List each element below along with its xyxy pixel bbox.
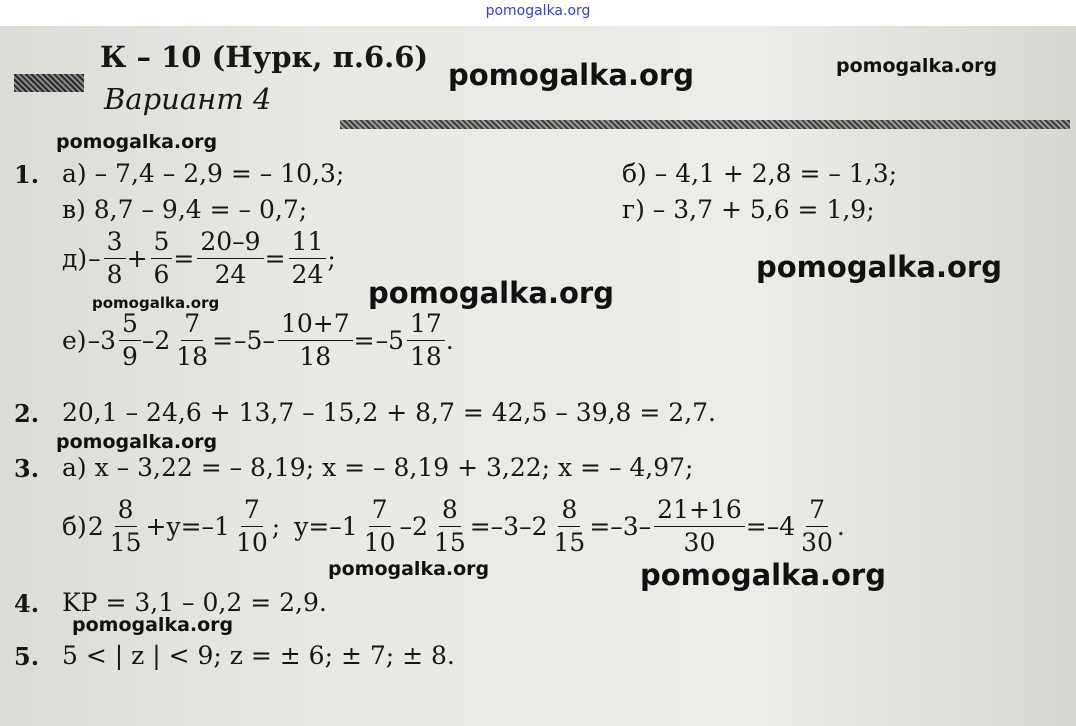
site-link[interactable]: pomogalka.org [485,3,591,19]
watermark: pomogalka.org [72,614,234,636]
problem-1g: г) – 3,7 + 5,6 = 1,9; [622,195,875,224]
whole-part: –2 [399,511,428,541]
watermark: pomogalka.org [640,558,886,592]
fraction [173,310,211,370]
fraction [407,310,445,370]
numerator: 7 [369,496,391,527]
numerator: 8 [558,496,580,527]
textbook-page [0,26,1076,726]
fraction [798,496,836,556]
watermark: pomogalka.org [756,250,1002,284]
fraction [431,496,469,556]
whole-part: 2 [87,511,104,541]
page-title: К – 10 (Нурк, п.6.6) [100,40,429,74]
problem-4-number: 4. [14,589,40,618]
numerator: 3 [104,228,126,259]
problem-2-equation: 20,1 – 24,6 + 13,7 – 15,2 + 8,7 = 42,5 – 39,8 = 2,7. [62,398,716,427]
denominator: 30 [683,527,716,557]
problem-1e-label: е) [62,325,87,355]
problem-5-number: 5. [14,642,40,671]
denominator: 24 [214,259,247,289]
terminator: . [836,511,845,541]
fraction [151,228,173,288]
expression-part: =–4 [745,511,796,541]
numerator: 8 [439,496,461,527]
denominator: 15 [553,527,586,557]
fraction [197,228,263,288]
numerator: 10+7 [278,310,353,341]
denominator: 15 [109,527,142,557]
fraction [551,496,589,556]
fraction [119,310,141,370]
fraction [289,228,327,288]
watermark: pomogalka.org [836,55,998,77]
denominator: 30 [801,527,833,557]
problem-1e [62,310,455,370]
denominator: 9 [121,341,138,371]
watermark: pomogalka.org [368,276,614,310]
numerator: 11 [289,228,327,259]
header-rule [340,120,1070,129]
watermark: pomogalka.org [92,294,220,312]
equals: = [264,243,286,273]
denominator: 24 [291,259,324,289]
denominator: 6 [153,259,170,289]
numerator: 5 [119,310,141,341]
watermark: pomogalka.org [328,558,490,580]
denominator: 10 [235,527,268,557]
problem-5-equation: 5 < | z | < 9; z = ± 6; ± 7; ± 8. [62,641,455,670]
expression-part: +y=–1 [145,511,230,541]
fraction [233,496,271,556]
terminator: . [445,325,454,355]
problem-1d-label: д) [62,243,88,273]
terminator: ; [327,243,336,273]
problem-3b-label: б) [62,511,87,541]
equals: = [173,243,195,273]
fraction [654,496,745,556]
denominator: 18 [176,341,209,371]
problem-1-number: 1. [14,160,40,189]
fraction [104,228,126,288]
fraction [278,310,353,370]
equals: = [212,325,234,355]
problem-1d [62,228,337,288]
watermark: pomogalka.org [56,431,218,453]
watermark: pomogalka.org [448,58,694,92]
problem-3-number: 3. [14,454,40,483]
problem-1a: а) – 7,4 – 2,9 = – 10,3; [62,159,345,188]
denominator: 8 [106,259,123,289]
expression-part: =–3–2 [469,511,548,541]
numerator: 7 [181,310,203,341]
whole-part: –3 [87,325,116,355]
top-bar [0,0,1076,26]
problem-1v: в) 8,7 – 9,4 = – 0,7; [62,195,308,224]
expression-part: =–3– [589,511,652,541]
denominator: 15 [433,527,466,557]
equals: = [353,325,375,355]
problem-1d-sign: – [88,243,101,273]
whole-part: –5 [375,325,404,355]
section-marker [14,74,84,92]
fraction [361,496,399,556]
problem-3a: а) x – 3,22 = – 8,19; x = – 8,19 + 3,22; x = – 4,97; [62,453,694,482]
watermark: pomogalka.org [56,131,218,153]
denominator: 10 [363,527,396,557]
numerator: 8 [115,496,137,527]
separator: ; [271,511,281,541]
operator: + [126,243,148,273]
numerator: 7 [241,496,263,527]
numerator: 5 [151,228,173,259]
fraction [107,496,145,556]
numerator: 20–9 [197,228,263,259]
denominator: 18 [409,341,442,371]
problem-4-equation: KP = 3,1 – 0,2 = 2,9. [62,588,327,617]
variant-title: Вариант 4 [104,82,272,116]
whole-part: –2 [141,325,171,355]
denominator: 18 [299,341,332,371]
numerator: 7 [806,496,828,527]
problem-2-number: 2. [14,399,40,428]
numerator: 21+16 [654,496,745,527]
problem-3b [62,496,846,556]
whole-part: –5– [234,325,275,355]
expression-part: y=–1 [294,511,358,541]
numerator: 17 [407,310,445,341]
problem-1b: б) – 4,1 + 2,8 = – 1,3; [622,159,898,188]
